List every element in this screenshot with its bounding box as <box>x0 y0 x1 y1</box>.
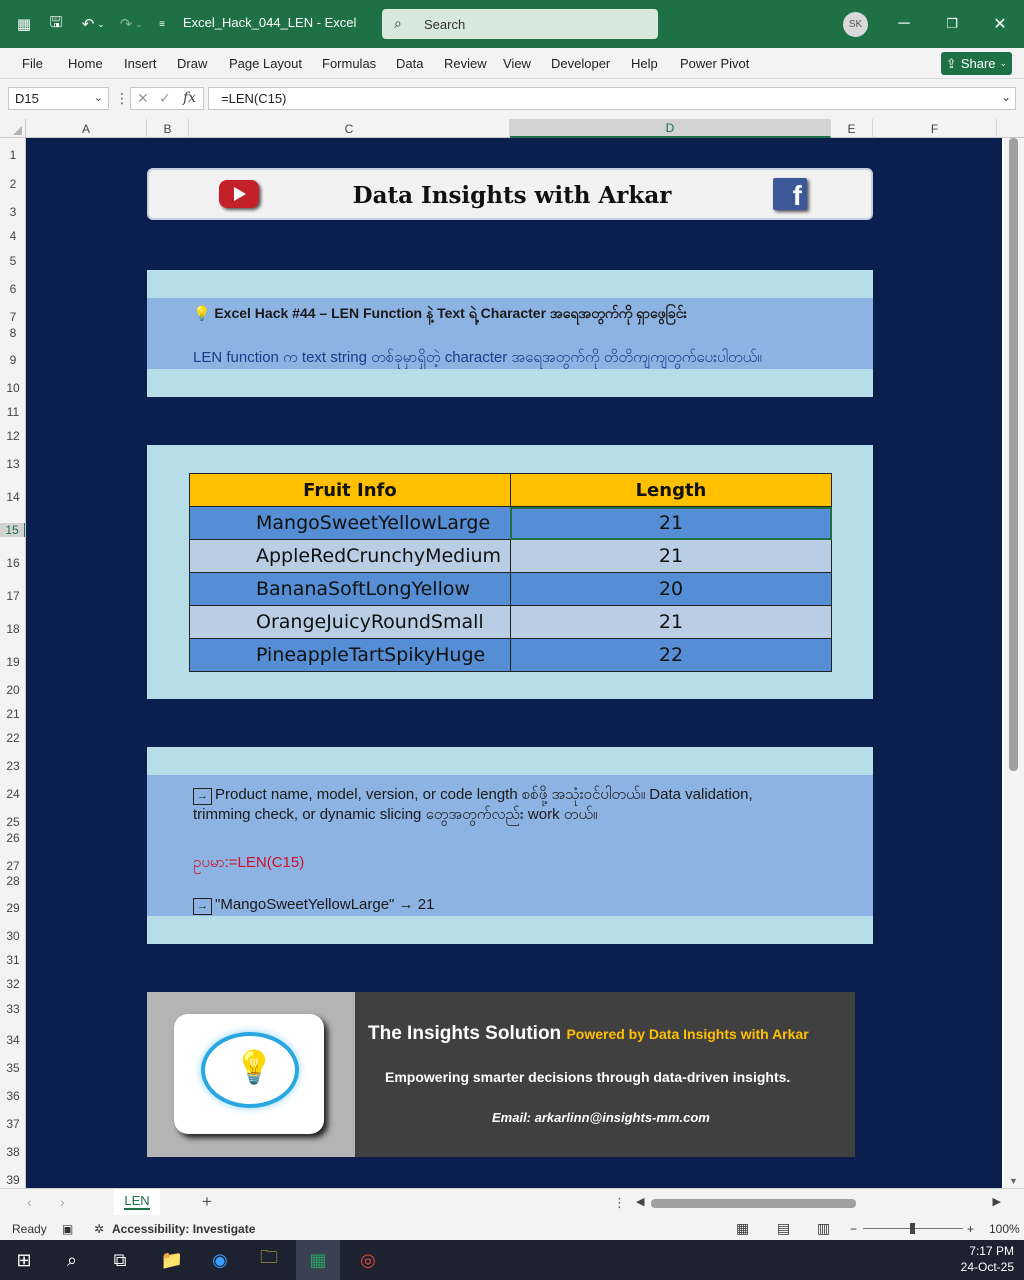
arrow-box-icon: → <box>193 788 212 805</box>
intro-description: LEN function က text string တစ်ခုမှာရှိတဲ့ character အရေအတွက်ကို တိတိကျကျတွက်ပေးပါတယ်။ <box>193 349 762 366</box>
search-icon: ⌕ <box>394 15 402 31</box>
tab-power-pivot[interactable]: Power Pivot <box>680 56 750 71</box>
promo-subtitle: Empowering smarter decisions through data-driven insights. <box>385 1069 791 1085</box>
tab-formulas[interactable]: Formulas <box>322 56 377 71</box>
taskbar <box>0 1240 1024 1280</box>
promo-title <box>368 1023 809 1045</box>
redo-icon[interactable]: ↷ <box>119 16 133 33</box>
restore-button[interactable]: ❐ <box>946 16 958 31</box>
example-formula: ဥပမာ:=LEN(C15) <box>193 854 305 871</box>
chevron-down-icon[interactable]: ⌄ <box>93 92 103 104</box>
windows-start-icon[interactable]: ⊞ <box>16 1249 32 1270</box>
cell-length[interactable]: 21 <box>510 540 831 573</box>
excel-logo-icon: ▦ <box>16 16 32 33</box>
name-box-value: D15 <box>15 91 39 106</box>
row-header[interactable]: 30 <box>6 929 20 943</box>
search-icon[interactable]: ⌕ <box>66 1249 78 1270</box>
tab-help[interactable]: Help <box>631 56 658 71</box>
search-label: Search <box>424 17 466 32</box>
column-header-e[interactable]: E <box>831 119 873 138</box>
table-row <box>190 573 832 606</box>
column-header-a[interactable]: A <box>26 119 147 138</box>
row-header[interactable]: 17 <box>6 589 20 603</box>
facebook-icon[interactable]: f <box>773 178 807 210</box>
expand-formula-icon[interactable]: ⌄ <box>1000 90 1011 104</box>
search-box[interactable] <box>382 9 658 39</box>
usage-line-2: trimming check, or dynamic slicing တွေအတွက်လည်း work တယ်။ <box>193 806 598 823</box>
header-fruit-info[interactable]: Fruit Info <box>190 474 511 507</box>
row-header[interactable]: 13 <box>6 457 20 471</box>
zoom-out-icon[interactable]: − <box>850 1222 858 1236</box>
intro-panel <box>147 270 873 397</box>
cell-fruit-info[interactable]: OrangeJuicyRoundSmall <box>190 606 511 639</box>
file-explorer-pinned-icon[interactable]: 📁 <box>160 1249 184 1270</box>
cell-length[interactable]: 20 <box>510 573 831 606</box>
formula-text: =LEN(C15) <box>221 91 287 106</box>
more-options-icon[interactable]: ⋮ <box>613 1195 626 1210</box>
tab-developer[interactable]: Developer <box>551 56 611 71</box>
example-result <box>193 896 434 915</box>
cell-length-active[interactable]: 21 <box>510 507 831 540</box>
formula-input[interactable] <box>208 87 1016 110</box>
next-sheet-icon[interactable]: › <box>60 1194 65 1210</box>
row-header[interactable]: 34 <box>6 1033 20 1047</box>
status-bar <box>0 1218 1024 1240</box>
cancel-icon[interactable]: ✕ <box>137 90 149 106</box>
row-header[interactable]: 22 <box>6 731 20 745</box>
row-header[interactable]: 29 <box>6 901 20 915</box>
system-clock[interactable] <box>961 1243 1014 1275</box>
cell-fruit-info[interactable]: PineappleTartSpikyHuge <box>190 639 511 672</box>
row-header[interactable]: 15 <box>0 523 26 537</box>
insert-function-icon[interactable]: fx <box>183 90 197 106</box>
previous-sheet-icon[interactable]: ‹ <box>27 1194 32 1210</box>
accessibility-status[interactable]: Accessibility: Investigate <box>112 1222 256 1236</box>
example-result-text: "MangoSweetYellowLarge" → 21 <box>215 896 435 913</box>
table-header-row <box>190 474 832 507</box>
zoom-level[interactable]: 100% <box>989 1222 1020 1236</box>
sheet-tab-label: LEN <box>124 1193 150 1208</box>
row-header[interactable]: 38 <box>6 1145 20 1159</box>
share-label: Share <box>960 56 996 71</box>
share-icon: ⇪ <box>945 55 957 71</box>
redo-dropdown-icon[interactable]: ⌄ <box>135 18 143 29</box>
sheet-tabs-bar <box>0 1188 1024 1218</box>
undo-dropdown-icon[interactable]: ⌄ <box>97 18 105 29</box>
cell-fruit-info[interactable]: BananaSoftLongYellow <box>190 573 511 606</box>
scrollbar-thumb[interactable] <box>1009 138 1018 771</box>
scroll-right-icon[interactable]: ▶ <box>992 1196 1001 1208</box>
row-header[interactable]: 37 <box>6 1117 20 1131</box>
ribbon-tabs <box>0 48 1024 79</box>
share-button[interactable] <box>941 52 1012 75</box>
page-break-view-icon[interactable]: ▥ <box>817 1220 831 1236</box>
more-options-icon[interactable]: ⋮ <box>115 90 129 106</box>
worksheet-grid[interactable] <box>26 138 1002 1188</box>
clock-date: 24-Oct-25 <box>960 1260 1014 1274</box>
row-header[interactable]: 5 <box>9 254 17 268</box>
row-header[interactable]: 20 <box>6 683 20 697</box>
normal-view-icon[interactable]: ▦ <box>736 1220 750 1236</box>
tab-view[interactable]: View <box>503 56 531 71</box>
table-row <box>190 540 832 573</box>
promo-powered-by: Powered by Data Insights with Arkar <box>566 1026 809 1042</box>
row-header[interactable]: 28 <box>6 874 20 888</box>
chevron-down-icon: ⌄ <box>999 58 1008 68</box>
promo-title-text: The Insights Solution <box>368 1023 562 1044</box>
column-header-d[interactable]: D <box>510 119 831 138</box>
table-row <box>190 606 832 639</box>
table-row <box>190 507 832 540</box>
sheet-tab-len[interactable] <box>114 1189 160 1215</box>
column-headers <box>0 119 1024 138</box>
row-header[interactable]: 11 <box>6 405 20 419</box>
tab-data[interactable]: Data <box>396 56 424 71</box>
row-header[interactable]: 14 <box>6 490 20 504</box>
row-header[interactable]: 10 <box>6 381 20 395</box>
row-header[interactable]: 12 <box>6 429 20 443</box>
tab-review[interactable]: Review <box>444 56 487 71</box>
tab-home[interactable]: Home <box>68 56 103 71</box>
row-header[interactable]: 6 <box>9 282 17 296</box>
scroll-left-icon[interactable]: ◀ <box>636 1196 645 1208</box>
intro-heading: 💡 Excel Hack #44 – LEN Function နဲ့ Text ရဲ့ Character အရေအတွက်ကို ရှာဖွေခြင်း <box>193 305 688 321</box>
row-header[interactable]: 3 <box>9 205 17 219</box>
row-header[interactable]: 32 <box>6 977 20 991</box>
banner-title: Data Insights with Arkar <box>352 182 672 209</box>
column-header-c[interactable]: C <box>189 119 510 138</box>
clock-time: 7:17 PM <box>969 1244 1014 1258</box>
status-ready: Ready <box>12 1222 47 1236</box>
row-header[interactable]: 26 <box>6 831 20 845</box>
minimize-button[interactable]: ─ <box>898 15 910 32</box>
chrome-icon[interactable]: ◎ <box>360 1249 376 1270</box>
usage-line-1-text: Product name, model, version, or code length စစ်ဖို့ အသုံးဝင်ပါတယ်။ Data validation, <box>215 786 753 803</box>
cell-length[interactable]: 21 <box>510 606 831 639</box>
row-header[interactable]: 33 <box>6 1002 20 1016</box>
row-header[interactable]: 9 <box>9 353 17 367</box>
row-header[interactable]: 19 <box>6 655 20 669</box>
usage-panel <box>147 747 873 944</box>
fruit-table <box>189 473 832 672</box>
zoom-slider-handle[interactable] <box>910 1223 915 1234</box>
cell-fruit-info[interactable]: MangoSweetYellowLarge <box>190 507 511 540</box>
row-header[interactable]: 1 <box>9 148 17 162</box>
row-header[interactable]: 16 <box>6 556 20 570</box>
scrollbar-thumb[interactable] <box>651 1199 856 1208</box>
tab-page-layout[interactable]: Page Layout <box>229 56 303 71</box>
lightbulb-logo <box>174 1014 324 1134</box>
window-title: Excel_Hack_044_LEN - Excel <box>183 15 357 30</box>
row-header[interactable]: 27 <box>6 859 20 873</box>
column-header-b[interactable]: B <box>147 119 189 138</box>
row-header[interactable]: 39 <box>6 1173 20 1187</box>
table-row <box>190 639 832 672</box>
row-header[interactable]: 25 <box>6 815 20 829</box>
enter-icon[interactable]: ✓ <box>159 90 171 106</box>
cell-length[interactable]: 22 <box>510 639 831 672</box>
close-button[interactable]: ✕ <box>993 16 1007 33</box>
row-header[interactable]: 4 <box>9 229 17 243</box>
cell-fruit-info[interactable]: AppleRedCrunchyMedium <box>190 540 511 573</box>
row-header[interactable]: 23 <box>6 759 20 773</box>
horizontal-scrollbar[interactable] <box>633 1197 1003 1210</box>
promo-email: Email: arkarlinn@insights-mm.com <box>492 1110 710 1125</box>
title-bar <box>0 0 1024 48</box>
add-sheet-icon[interactable]: + <box>202 1192 212 1211</box>
row-header[interactable]: 31 <box>6 953 20 967</box>
arrow-box-icon: → <box>193 898 212 915</box>
customize-toolbar-icon[interactable]: ≡ <box>159 18 165 30</box>
name-box[interactable] <box>8 87 109 110</box>
macro-record-icon[interactable]: ▣ <box>62 1222 74 1236</box>
edge-browser-icon[interactable]: ◉ <box>212 1249 228 1270</box>
avatar[interactable]: SK <box>843 12 868 37</box>
row-header[interactable]: 21 <box>6 707 20 721</box>
header-length[interactable]: Length <box>510 474 831 507</box>
tab-draw[interactable]: Draw <box>177 56 208 71</box>
row-header[interactable]: 2 <box>9 177 17 191</box>
row-header[interactable]: 8 <box>9 326 17 340</box>
scroll-down-icon[interactable]: ▼ <box>1009 1176 1018 1186</box>
banner <box>147 168 873 220</box>
undo-icon[interactable]: ↶ <box>81 16 95 33</box>
excel-taskbar-icon[interactable]: ▦ <box>296 1240 340 1280</box>
lightbulb-icon: 💡 <box>234 1049 274 1085</box>
row-headers <box>0 138 26 1188</box>
usage-line-1 <box>193 785 753 807</box>
row-header[interactable]: 7 <box>9 310 17 324</box>
zoom-in-icon[interactable]: + <box>967 1222 975 1236</box>
formula-bar <box>0 79 1024 119</box>
folder-icon[interactable]: 🗀 <box>260 1247 278 1267</box>
row-header[interactable]: 18 <box>6 622 20 636</box>
accessibility-icon[interactable]: ✲ <box>94 1222 105 1236</box>
row-header[interactable]: 35 <box>6 1061 20 1075</box>
formula-buttons <box>130 87 204 110</box>
column-header-f[interactable]: F <box>873 119 997 138</box>
task-view-icon[interactable]: ⧉ <box>113 1249 127 1270</box>
page-layout-view-icon[interactable]: ▤ <box>777 1220 791 1236</box>
save-icon[interactable]: 🖫 <box>49 13 63 31</box>
tab-file[interactable]: File <box>22 56 43 71</box>
tab-insert[interactable]: Insert <box>124 56 157 71</box>
row-header[interactable]: 24 <box>6 787 20 801</box>
row-header[interactable]: 36 <box>6 1089 20 1103</box>
vertical-scrollbar[interactable] <box>1004 138 1024 1188</box>
promo-logo-area <box>147 992 355 1157</box>
select-all-button[interactable] <box>0 119 26 138</box>
promo-banner <box>147 992 855 1157</box>
